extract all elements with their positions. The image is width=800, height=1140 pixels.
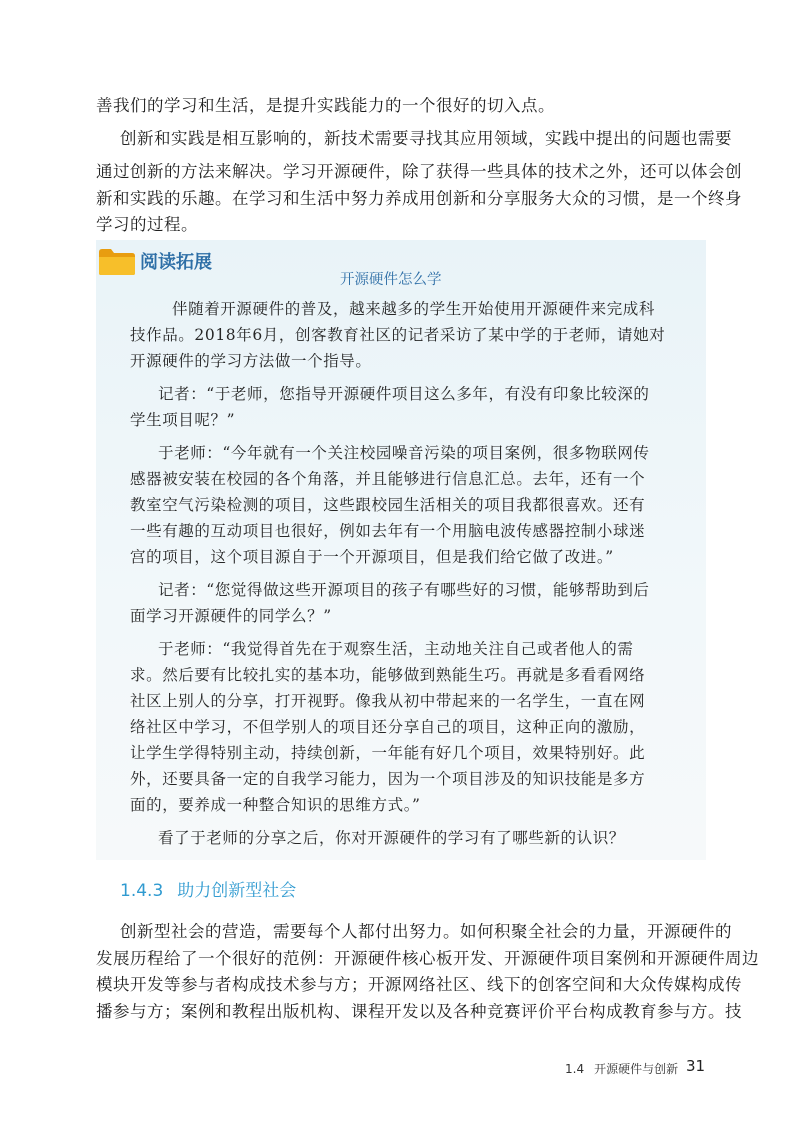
body-line: 发展历程给了一个很好的范例：开源硬件核心板开发、开源硬件项目案例和开源硬件周边 — [96, 949, 759, 968]
page-number: 31 — [686, 1057, 706, 1075]
footer-section-number: 1.4 — [565, 1062, 585, 1076]
reading-line: 教室空气污染检测的项目，这些跟校园生活相关的项目我都很喜欢。还有 — [130, 496, 646, 514]
folder-icon — [98, 246, 136, 276]
reading-line: 学生项目呢？” — [130, 411, 236, 429]
reading-title: 开源硬件怎么学 — [340, 272, 442, 288]
reading-line: 伴随着开源硬件的普及，越来越多的学生开始使用开源硬件来完成科 — [172, 300, 656, 318]
body-line: 播参与方；案例和教程出版机构、课程开发以及各种竞赛评价平台构成教育参与方。技 — [96, 1002, 742, 1021]
reading-line: 感器被安装在校园的各个角落，并且能够进行信息汇总。去年，还有一个 — [130, 470, 646, 488]
reading-line: 于老师：“我觉得首先在于观察生活，主动地关注自己或者他人的需 — [158, 640, 634, 658]
reading-line: 记者：“您觉得做这些开源项目的孩子有哪些好的习惯，能够帮助到后 — [158, 581, 650, 599]
section-title: 助力创新型社会 — [177, 881, 297, 901]
intro-line: 学习的过程。 — [96, 215, 198, 234]
reading-line: 一些有趣的互动项目也很好，例如去年有一个用脑电波传感器控制小球迷 — [130, 522, 646, 540]
reading-line: 外，还要具备一定的自我学习能力，因为一个项目涉及的知识技能是多方 — [130, 770, 646, 788]
reading-line: 宫的项目，这个项目源自于一个开源项目，但是我们给它做了改进。” — [130, 548, 614, 566]
reading-line: 面的，要养成一种整合知识的思维方式。” — [130, 796, 421, 814]
reading-line: 求。然后要有比较扎实的基本功，能够做到熟能生巧。再就是多看看网络 — [130, 666, 646, 684]
intro-line: 创新和实践是相互影响的，新技术需要寻找其应用领域，实践中提出的问题也需要 — [120, 129, 732, 148]
reading-line: 社区上别人的分享，打开视野。像我从初中带起来的一名学生，一直在网 — [130, 692, 646, 710]
intro-line: 通过创新的方法来解决。学习开源硬件，除了获得一些具体的技术之外，还可以体会创 — [96, 162, 742, 181]
page-footer — [565, 1060, 678, 1077]
reading-line: 开源硬件的学习方法做一个指导。 — [130, 352, 372, 370]
reading-line: 技作品。2018年6月，创客教育社区的记者采访了某中学的于老师，请她对 — [130, 326, 666, 344]
body-line: 模块开发等参与者构成技术参与方；开源网络社区、线下的创客空间和大众传媒构成传 — [96, 975, 742, 994]
intro-line: 新和实践的乐趣。在学习和生活中努力养成用创新和分享服务大众的习惯，是一个终身 — [96, 189, 742, 208]
footer-title: 开源硬件与创新 — [594, 1062, 679, 1076]
section-number: 1.4.3 — [120, 881, 164, 901]
reading-line: 看了于老师的分享之后，你对开源硬件的学习有了哪些新的认识？ — [158, 829, 625, 847]
reading-tag: 阅读拓展 — [140, 252, 212, 273]
reading-line: 络社区中学习，不但学别人的项目还分享自己的项目，这种正向的激励， — [130, 718, 646, 736]
intro-line: 善我们的学习和生活，是提升实践能力的一个很好的切入点。 — [96, 96, 555, 115]
body-line: 创新型社会的营造，需要每个人都付出努力。如何积聚全社会的力量，开源硬件的 — [120, 922, 732, 941]
reading-line: 于老师：“今年就有一个关注校园噪音污染的项目案例，很多物联网传 — [158, 444, 650, 462]
reading-line: 记者：“于老师，您指导开源硬件项目这么多年，有没有印象比较深的 — [158, 385, 650, 403]
section-heading — [120, 876, 296, 901]
reading-line: 面学习开源硬件的同学么？” — [130, 607, 332, 625]
reading-line: 让学生学得特别主动，持续创新，一年能有好几个项目，效果特别好。此 — [130, 744, 646, 762]
